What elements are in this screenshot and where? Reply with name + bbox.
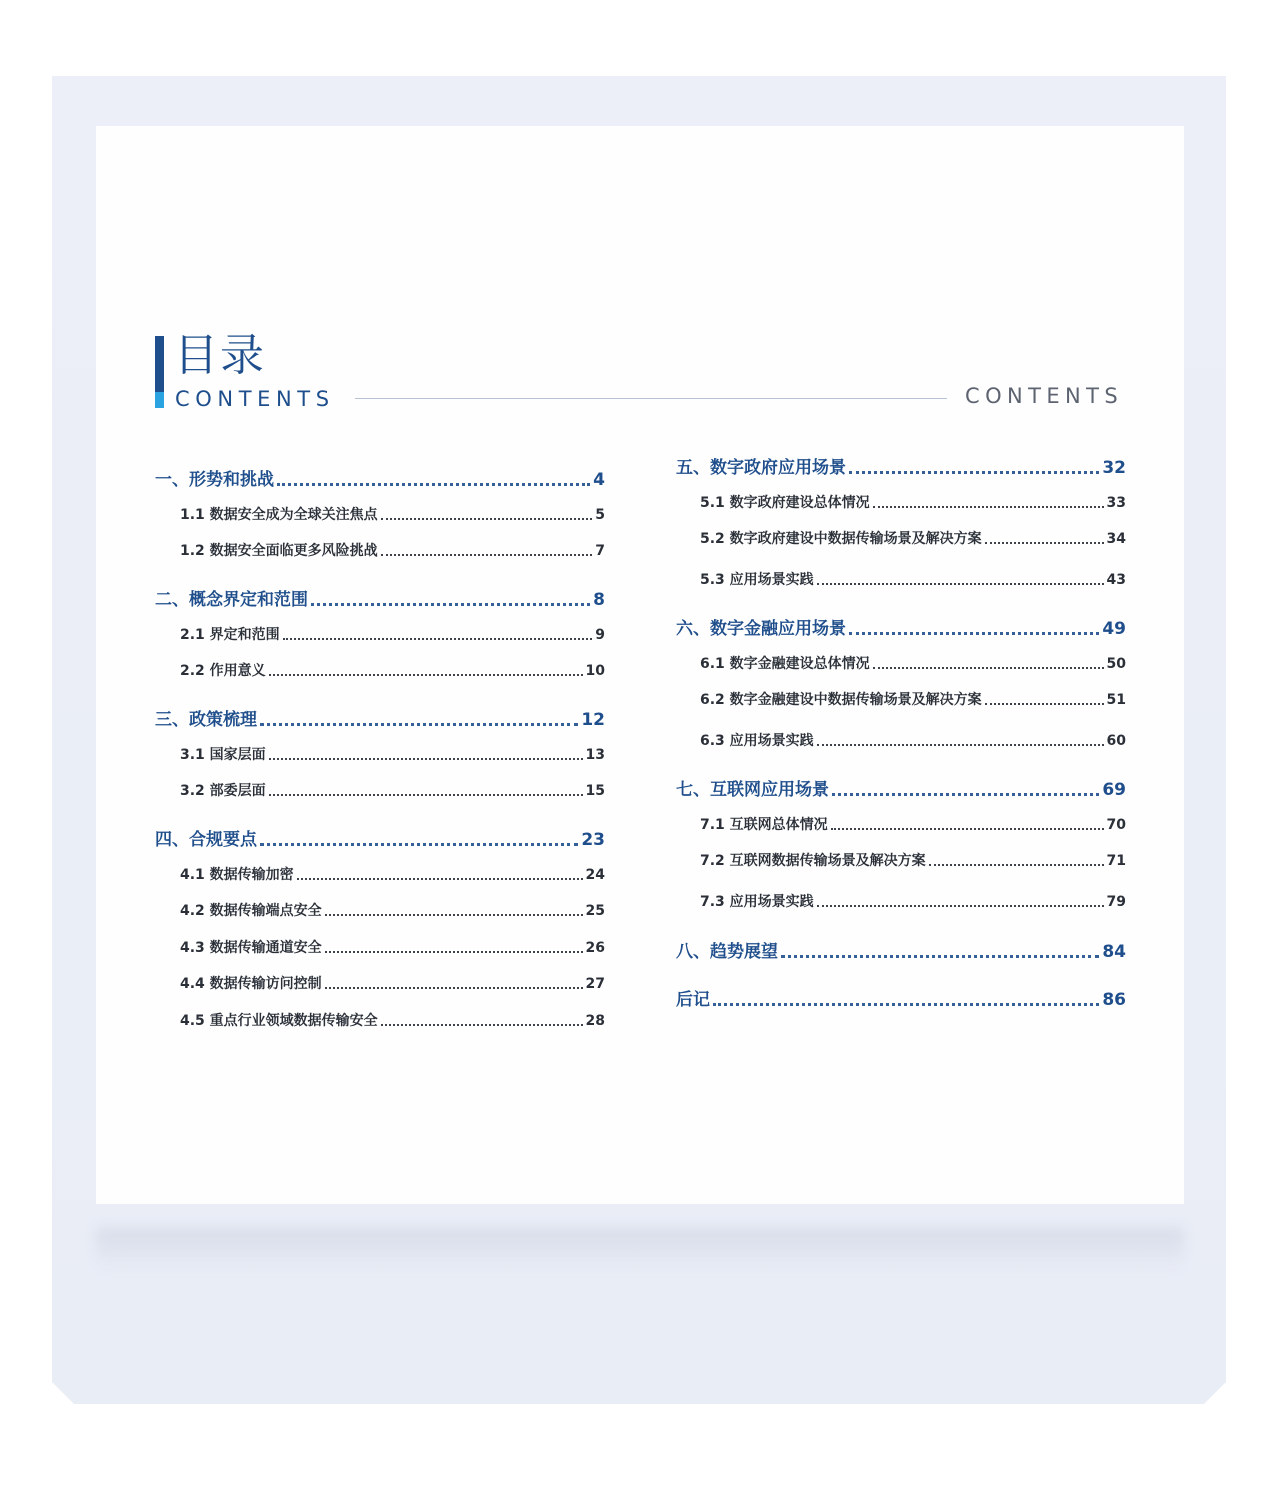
toc-entry-page: 4 (593, 470, 605, 490)
toc-entry-page: 26 (585, 940, 605, 956)
toc-leader-dots (873, 506, 1104, 508)
toc-entry-page: 15 (585, 783, 605, 799)
toc-entry[interactable] (700, 815, 1126, 835)
toc-entry[interactable] (180, 505, 605, 525)
toc-entry-label: 4.1 数据传输加密 (180, 867, 294, 883)
toc-entry[interactable] (676, 618, 1126, 640)
toc-entry-page: 33 (1106, 495, 1126, 511)
toc-entry-page: 9 (595, 627, 605, 643)
toc-entry-page: 84 (1102, 942, 1126, 962)
toc-entry[interactable] (676, 457, 1126, 479)
toc-leader-dots (817, 583, 1104, 585)
toc-leader-dots (381, 518, 593, 520)
toc-entry-label: 4.3 数据传输通道安全 (180, 940, 322, 956)
toc-entry[interactable] (180, 974, 605, 994)
toc-leader-dots (260, 843, 578, 846)
toc-entry-page: 7 (595, 543, 605, 559)
toc-leader-dots (277, 483, 590, 486)
toc-entry[interactable] (180, 865, 605, 885)
toc-entry[interactable] (180, 1011, 605, 1031)
toc-entry-page: 69 (1102, 780, 1126, 800)
toc-entry-page: 8 (593, 590, 605, 610)
toc-entry[interactable] (155, 469, 605, 491)
toc-entry-page: 51 (1106, 692, 1126, 708)
toc-entry-label: 4.4 数据传输访问控制 (180, 976, 322, 992)
toc-entry[interactable] (180, 938, 605, 958)
toc-entry-page: 24 (585, 867, 605, 883)
toc-entry-page: 25 (585, 903, 605, 919)
toc-entry-label: 4.5 重点行业领域数据传输安全 (180, 1013, 378, 1029)
toc-entry-page: 50 (1106, 656, 1126, 672)
toc-entry-page: 43 (1106, 572, 1126, 588)
toc-entry-page: 49 (1102, 619, 1126, 639)
toc-entry[interactable] (700, 892, 1126, 912)
toc-entry-label: 5.2 数字政府建设中数据传输场景及解决方案 (700, 531, 982, 547)
toc-entry-page: 5 (595, 507, 605, 523)
toc-leader-dots (849, 471, 1099, 474)
toc-leader-dots (817, 905, 1104, 907)
toc-entry-page: 32 (1102, 458, 1126, 478)
toc-entry-page: 23 (581, 830, 605, 850)
toc-entry-label: 六、数字金融应用场景 (676, 619, 846, 639)
toc-entry-label: 三、政策梳理 (155, 710, 257, 730)
toc-entry[interactable] (700, 493, 1126, 513)
toc-entry[interactable] (180, 901, 605, 921)
toc-leader-dots (985, 703, 1104, 705)
toc-entry[interactable] (700, 529, 1126, 549)
toc-leader-dots (832, 793, 1099, 796)
toc-entry-label: 八、趋势展望 (676, 942, 778, 962)
toc-entry-page: 10 (585, 663, 605, 679)
toc-leader-dots (260, 723, 578, 726)
toc-leader-dots (381, 1024, 583, 1026)
toc-entry-label: 一、形势和挑战 (155, 470, 274, 490)
toc-entry-label: 6.3 应用场景实践 (700, 733, 814, 749)
toc-leader-dots (325, 914, 583, 916)
toc-leader-dots (781, 955, 1099, 958)
toc-entry-label: 七、互联网应用场景 (676, 780, 829, 800)
toc-leader-dots (297, 878, 583, 880)
toc-entry-page: 28 (585, 1013, 605, 1029)
toc-leader-dots (831, 828, 1104, 830)
toc-entry[interactable] (155, 829, 605, 851)
page-title: 目录 (174, 330, 266, 381)
toc-entry[interactable] (180, 745, 605, 765)
toc-entry[interactable] (676, 941, 1126, 963)
toc-leader-dots (873, 667, 1104, 669)
toc-leader-dots (817, 744, 1104, 746)
toc-entry-label: 四、合规要点 (155, 830, 257, 850)
title-accent-bar (155, 336, 164, 408)
toc-entry-label: 五、数字政府应用场景 (676, 458, 846, 478)
toc-entry[interactable] (180, 541, 605, 561)
toc-entry-label: 2.1 界定和范围 (180, 627, 280, 643)
toc-entry-page: 60 (1106, 733, 1126, 749)
frame-shadow (96, 1228, 1184, 1272)
toc-entry-label: 5.1 数字政府建设总体情况 (700, 495, 870, 511)
toc-entry-page: 79 (1106, 894, 1126, 910)
toc-leader-dots (269, 758, 583, 760)
toc-entry-label: 3.2 部委层面 (180, 783, 266, 799)
toc-leader-dots (713, 1003, 1099, 1006)
toc-entry-page: 71 (1106, 853, 1126, 869)
toc-entry[interactable] (700, 690, 1126, 710)
toc-entry-label: 5.3 应用场景实践 (700, 572, 814, 588)
toc-entry[interactable] (155, 709, 605, 731)
toc-leader-dots (325, 987, 583, 989)
toc-entry-label: 1.1 数据安全成为全球关注焦点 (180, 507, 378, 523)
toc-entry[interactable] (700, 570, 1126, 590)
toc-entry-label: 4.2 数据传输端点安全 (180, 903, 322, 919)
toc-entry-label: 二、概念界定和范围 (155, 590, 308, 610)
toc-entry-page: 12 (581, 710, 605, 730)
toc-entry[interactable] (180, 661, 605, 681)
toc-entry-label: 7.2 互联网数据传输场景及解决方案 (700, 853, 926, 869)
toc-leader-dots (325, 951, 583, 953)
toc-entry-label: 1.2 数据安全面临更多风险挑战 (180, 543, 378, 559)
toc-entry[interactable] (700, 731, 1126, 751)
toc-leader-dots (985, 542, 1104, 544)
toc-leader-dots (311, 603, 590, 606)
toc-entry-label: 7.1 互联网总体情况 (700, 817, 828, 833)
toc-leader-dots (929, 864, 1104, 866)
toc-entry-label: 3.1 国家层面 (180, 747, 266, 763)
toc-entry-label: 6.2 数字金融建设中数据传输场景及解决方案 (700, 692, 982, 708)
header-label-right: CONTENTS (965, 384, 1124, 408)
page-subtitle: CONTENTS (175, 387, 335, 411)
title-divider (355, 398, 947, 399)
toc-leader-dots (283, 638, 593, 640)
toc-entry[interactable] (676, 989, 1126, 1011)
toc-entry[interactable] (676, 779, 1126, 801)
toc-entry-page: 13 (585, 747, 605, 763)
toc-entry-label: 2.2 作用意义 (180, 663, 266, 679)
toc-entry-page: 86 (1102, 990, 1126, 1010)
toc-entry[interactable] (180, 781, 605, 801)
toc-leader-dots (849, 632, 1099, 635)
toc-entry-label: 6.1 数字金融建设总体情况 (700, 656, 870, 672)
toc-entry-page: 27 (585, 976, 605, 992)
toc-entry[interactable] (700, 851, 1126, 871)
toc-entry-label: 7.3 应用场景实践 (700, 894, 814, 910)
toc-entry[interactable] (180, 625, 605, 645)
toc-entry[interactable] (155, 589, 605, 611)
toc-entry-page: 70 (1106, 817, 1126, 833)
toc-entry[interactable] (700, 654, 1126, 674)
toc-leader-dots (269, 794, 583, 796)
toc-entry-page: 34 (1106, 531, 1126, 547)
toc-leader-dots (269, 674, 583, 676)
toc-leader-dots (381, 554, 593, 556)
toc-entry-label: 后记 (676, 990, 710, 1010)
